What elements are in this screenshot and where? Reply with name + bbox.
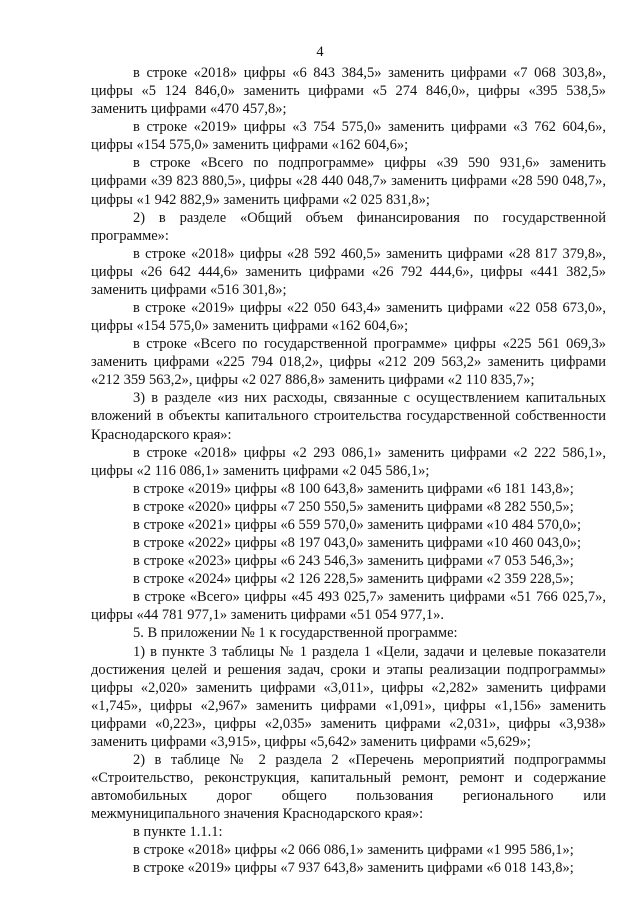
paragraph: в строке «2019» цифры «3 754 575,0» заменить цифрами «3 762 604,6», цифры «154 575,0» заменить цифрами «162 604,6»; bbox=[91, 119, 606, 154]
page-number: 4 bbox=[316, 44, 324, 60]
paragraph: в строке «2018» цифры «28 592 460,5» заменить цифрами «28 817 379,8», цифры «26 642 444,6» заменить цифрами «26 792 444,6», цифры «441 382,5» заменить цифрами «516 301,8»; bbox=[91, 245, 606, 298]
paragraph: в строке «2018» цифры «6 843 384,5» заменить цифрами «7 068 303,8», цифры «5 124 846,0» заменить цифрами «5 274 846,0», цифры «395 538,5» заменить цифрами «470 457,8»; bbox=[91, 65, 606, 118]
paragraph: в строке «2022» цифры «8 197 043,0» заменить цифрами «10 460 043,0»; bbox=[133, 535, 582, 552]
paragraph: в строке «Всего по государственной программе» цифры «225 561 069,3» заменить цифрами «225 794 018,2», цифры «212 209 563,2» заменить цифрами «212 359 563,2», цифры «2 027 886,8» заменить цифрами «2 110 835,7»; bbox=[91, 336, 606, 389]
paragraph: в строке «2020» цифры «7 250 550,5» заменить цифрами «8 282 550,5»; bbox=[133, 498, 574, 515]
paragraph: в строке «Всего по подпрограмме» цифры «39 590 931,6» заменить цифрами «39 823 880,5», цифры «28 440 048,7» заменить цифрами «28 590 048,7», цифры «1 942 882,9» заменить цифрами «2 025 831,8»; bbox=[91, 155, 606, 208]
paragraph: 2) в таблице № 2 раздела 2 «Перечень мероприятий подпрограммы «Строительство, реконструкция, капитальный ремонт, ремонт и содержание автомобильных дорог общего пользования регионального или межмуниципального значения Краснодарского края»: bbox=[91, 751, 606, 823]
paragraph: в строке «2021» цифры «6 559 570,0» заменить цифрами «10 484 570,0»; bbox=[133, 516, 582, 533]
paragraph: в строке «2019» цифры «22 050 643,4» заменить цифрами «22 058 673,0», цифры «154 575,0» заменить цифрами «162 604,6»; bbox=[91, 300, 606, 335]
paragraph: в строке «2024» цифры «2 126 228,5» заменить цифрами «2 359 228,5»; bbox=[133, 571, 574, 588]
paragraph: 5. В приложении № 1 к государственной программе: bbox=[133, 625, 458, 642]
paragraph: в строке «2023» цифры «6 243 546,3» заменить цифрами «7 053 546,3»; bbox=[133, 553, 574, 570]
paragraph: в строке «2018» цифры «2 066 086,1» заменить цифрами «1 995 586,1»; bbox=[133, 842, 574, 859]
paragraph: 3) в разделе «из них расходы, связанные с осуществлением капитальных вложений в объекты капитального строительства государственной собственности Краснодарского края»: bbox=[91, 390, 606, 443]
document-body bbox=[91, 64, 606, 878]
paragraph: в строке «2018» цифры «2 293 086,1» заменить цифрами «2 222 586,1», цифры «2 116 086,1» заменить цифрами «2 045 586,1»; bbox=[91, 444, 606, 479]
paragraph: в строке «2019» цифры «7 937 643,8» заменить цифрами «6 018 143,8»; bbox=[133, 860, 574, 877]
paragraph: в пункте 1.1.1: bbox=[133, 824, 223, 841]
paragraph: в строке «2019» цифры «8 100 643,8» заменить цифрами «6 181 143,8»; bbox=[133, 480, 574, 497]
paragraph: 2) в разделе «Общий объем финансирования по государственной программе»: bbox=[91, 209, 606, 244]
paragraph: 1) в пункте 3 таблицы № 1 раздела 1 «Цели, задачи и целевые показатели достижения целей и решения задач, сроки и этапы реализации подпрограммы» цифры «2,020» заменить цифрами «3,011», цифры «2,282» заменить цифрами «1,745», цифры «2,967» заменить цифрами «1,091», цифры «1,156» заменить цифрами «0,223», цифры «2,035» заменить цифрами «2,031», цифры «3,938» заменить цифрами «3,915», цифры «5,642» заменить цифрами «5,629»; bbox=[91, 643, 606, 750]
paragraph: в строке «Всего» цифры «45 493 025,7» заменить цифрами «51 766 025,7», цифры «44 781 977,1» заменить цифрами «51 054 977,1». bbox=[91, 589, 606, 624]
